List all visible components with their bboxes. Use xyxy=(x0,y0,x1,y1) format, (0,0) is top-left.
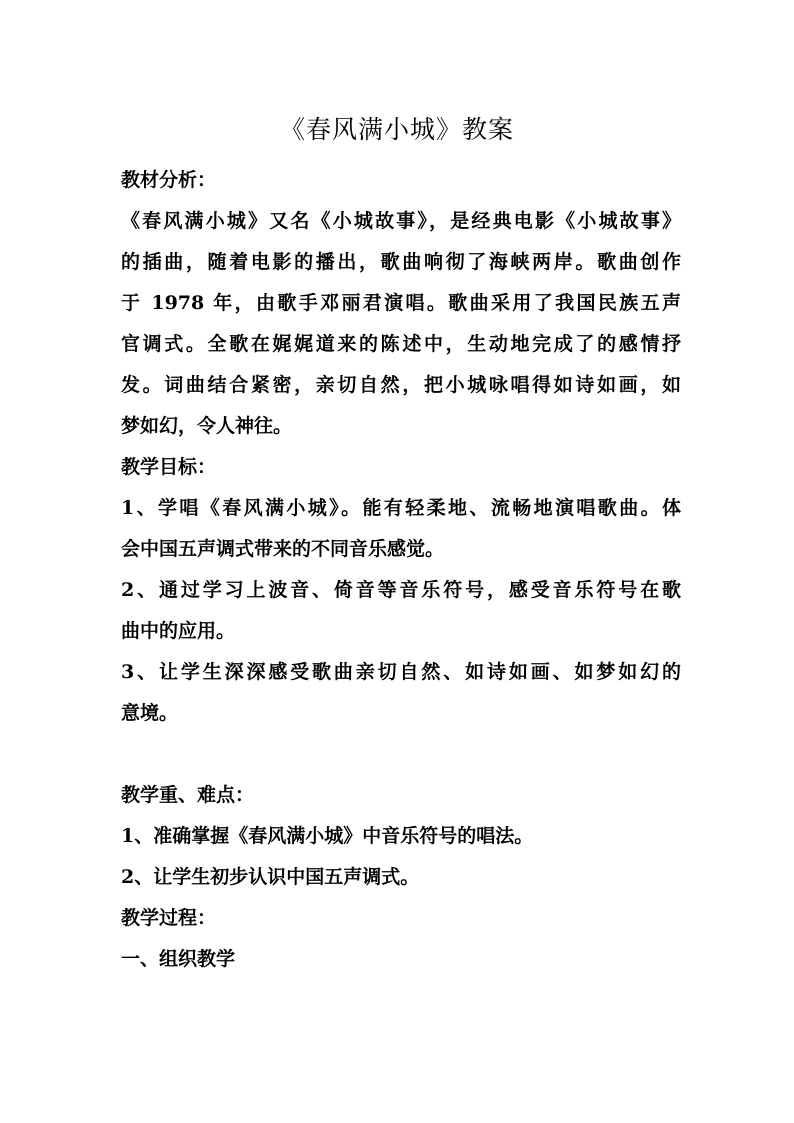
paragraph-line: 的插曲，随着电影的播出，歌曲响彻了海峡两岸。歌曲创作 xyxy=(121,251,681,273)
paragraph-line: 官调式。全歌在娓娓道来的陈述中，生动地完成了的感情抒 xyxy=(121,333,681,355)
section-teaching-goals xyxy=(121,447,681,734)
paragraph-line: 2、通过学习上波音、倚音等音乐符号，感受音乐符号在歌 xyxy=(121,579,681,601)
document-body xyxy=(121,160,681,980)
paragraph-line: 发。词曲结合紧密，亲切自然，把小城咏唱得如诗如画，如 xyxy=(121,374,681,396)
section-heading: 教学目标： xyxy=(121,456,217,478)
section-heading: 教学重、难点： xyxy=(121,784,255,806)
paragraph-line: 2、让学生初步认识中国五声调式。 xyxy=(121,866,420,888)
paragraph-line: 于 1978 年，由歌手邓丽君演唱。歌曲采用了我国民族五声 xyxy=(121,292,681,314)
paragraph-line: 意境。 xyxy=(121,702,179,724)
section-key-difficult-points xyxy=(121,775,681,898)
section-materials-analysis xyxy=(121,160,681,447)
paragraph-line: 会中国五声调式带来的不同音乐感觉。 xyxy=(121,538,445,560)
paragraph-line: 曲中的应用。 xyxy=(121,620,236,642)
section-heading: 教学过程： xyxy=(121,907,217,929)
paragraph-line: 3、让学生深深感受歌曲亲切自然、如诗如画、如梦如幻的 xyxy=(121,661,681,683)
paragraph-line: 一、组织教学 xyxy=(121,948,236,970)
paragraph-line: 梦如幻，令人神往。 xyxy=(121,415,293,437)
section-teaching-process xyxy=(121,898,681,980)
paragraph-line: 《春风满小城》又名《小城故事》，是经典电影《小城故事》 xyxy=(121,210,681,232)
section-spacer xyxy=(121,734,681,775)
section-heading: 教材分析： xyxy=(121,169,217,191)
document-title: 《春风满小城》教案 xyxy=(279,115,514,144)
paragraph-line: 1、学唱《春风满小城》。能有轻柔地、流畅地演唱歌曲。体 xyxy=(121,497,681,519)
paragraph-line: 1、准确掌握《春风满小城》中音乐符号的唱法。 xyxy=(121,825,534,847)
